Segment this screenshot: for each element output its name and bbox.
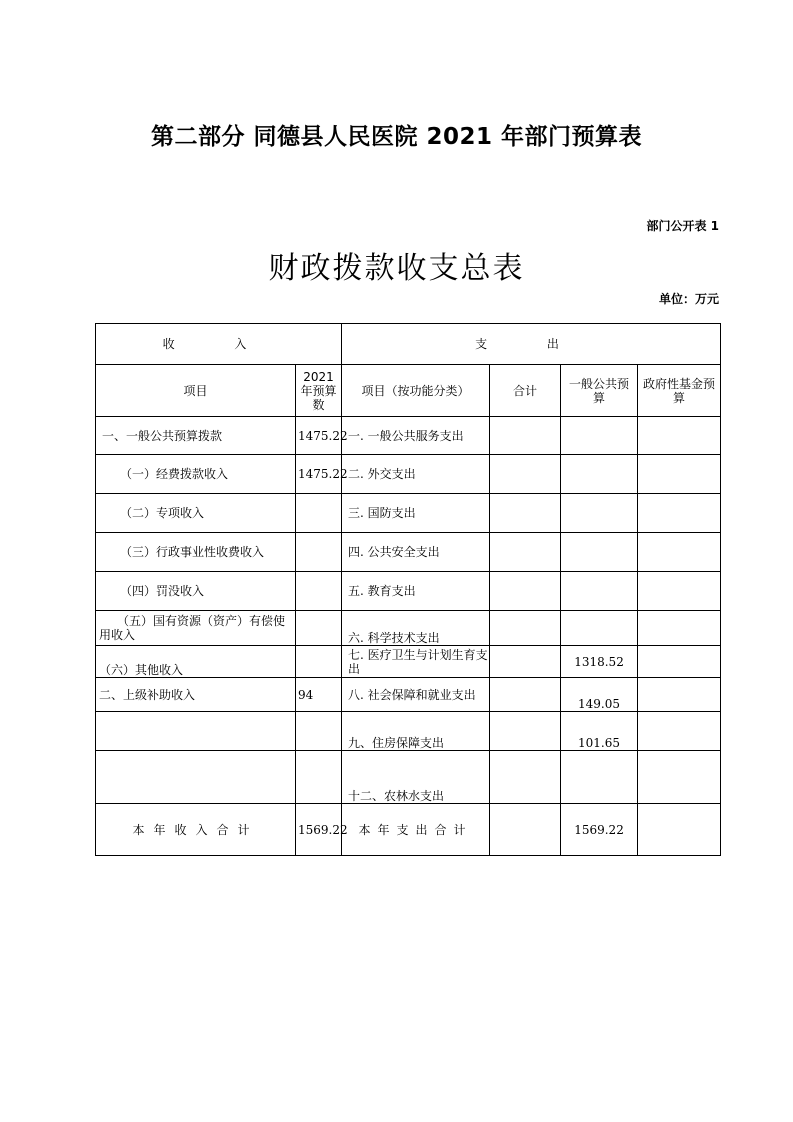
income-item: （三）行政事业性收费收入 bbox=[96, 533, 296, 572]
income-item: 二、上级补助收入 bbox=[96, 678, 296, 712]
fund-budget-value bbox=[638, 533, 721, 572]
expense-item: 七. 医疗卫生与计划生育支出 bbox=[342, 646, 490, 678]
budget-table bbox=[95, 323, 721, 856]
fund-budget-value bbox=[638, 712, 721, 751]
table-row bbox=[96, 455, 721, 494]
income-item: （四）罚没收入 bbox=[96, 572, 296, 611]
table-row bbox=[96, 417, 721, 455]
income-item: （一）经费拨款收入 bbox=[96, 455, 296, 494]
general-budget-value bbox=[561, 611, 638, 646]
income-item-header: 项目 bbox=[96, 365, 296, 417]
general-budget-value bbox=[561, 572, 638, 611]
income-total-amount: 1569.22 bbox=[296, 804, 342, 856]
income-total-label: 本年收入合计 bbox=[96, 804, 296, 856]
income-amount bbox=[296, 533, 342, 572]
general-budget-value: 149.05 bbox=[561, 678, 638, 712]
column-header-row bbox=[96, 365, 721, 417]
general-budget-header: 一般公共预算 bbox=[561, 365, 638, 417]
income-amount bbox=[296, 712, 342, 751]
expense-item: 三. 国防支出 bbox=[342, 494, 490, 533]
table-row bbox=[96, 611, 721, 646]
income-amount-header: 2021 年预算数 bbox=[296, 365, 342, 417]
expense-total bbox=[490, 751, 561, 804]
total-header: 合计 bbox=[490, 365, 561, 417]
expense-item: 一. 一般公共服务支出 bbox=[342, 417, 490, 455]
fund-budget-value bbox=[638, 572, 721, 611]
income-amount: 1475.22 bbox=[296, 455, 342, 494]
expense-total bbox=[490, 712, 561, 751]
fund-budget-value bbox=[638, 494, 721, 533]
expense-item: 二. 外交支出 bbox=[342, 455, 490, 494]
fund-budget-value bbox=[638, 646, 721, 678]
table-row bbox=[96, 494, 721, 533]
general-budget-value bbox=[561, 494, 638, 533]
income-amount bbox=[296, 572, 342, 611]
expense-item: 九、住房保障支出 bbox=[342, 712, 490, 751]
expense-total-amount bbox=[490, 804, 561, 856]
expense-total bbox=[490, 572, 561, 611]
expense-item-header: 项目（按功能分类） bbox=[342, 365, 490, 417]
group-header-row bbox=[96, 324, 721, 365]
part-title: 第二部分 同德县人民医院 2021 年部门预算表 bbox=[150, 124, 643, 150]
expense-total bbox=[490, 646, 561, 678]
table-title: 财政拨款收支总表 bbox=[268, 251, 525, 286]
general-budget-value bbox=[561, 533, 638, 572]
fund-budget-header: 政府性基金预算 bbox=[638, 365, 721, 417]
expense-group-header: 支 出 bbox=[342, 324, 721, 365]
expense-total bbox=[490, 455, 561, 494]
table-row bbox=[96, 533, 721, 572]
expense-total bbox=[490, 494, 561, 533]
income-amount bbox=[296, 646, 342, 678]
fund-budget-value bbox=[638, 455, 721, 494]
expense-total bbox=[490, 611, 561, 646]
income-item: 一、一般公共预算拨款 bbox=[96, 417, 296, 455]
general-budget-value: 1318.52 bbox=[561, 646, 638, 678]
table-number: 部门公开表 1 bbox=[646, 219, 719, 233]
income-item bbox=[96, 751, 296, 804]
fund-budget-value bbox=[638, 751, 721, 804]
income-item: （六）其他收入 bbox=[96, 646, 296, 678]
fund-budget-value bbox=[638, 611, 721, 646]
expense-item: 五. 教育支出 bbox=[342, 572, 490, 611]
income-amount bbox=[296, 611, 342, 646]
expense-item: 四. 公共安全支出 bbox=[342, 533, 490, 572]
general-budget-value bbox=[561, 455, 638, 494]
income-amount: 1475.22 bbox=[296, 417, 342, 455]
income-group-header: 收 入 bbox=[96, 324, 342, 365]
general-budget-value bbox=[561, 417, 638, 455]
table-row bbox=[96, 712, 721, 751]
income-amount: 94 bbox=[296, 678, 342, 712]
income-item: （五）国有资源（资产）有偿使用收入 bbox=[96, 611, 296, 646]
fund-budget-value bbox=[638, 417, 721, 455]
totals-row bbox=[96, 804, 721, 856]
income-item: （二）专项收入 bbox=[96, 494, 296, 533]
table-row bbox=[96, 751, 721, 804]
fund-budget-total bbox=[638, 804, 721, 856]
general-budget-total: 1569.22 bbox=[561, 804, 638, 856]
expense-total bbox=[490, 533, 561, 572]
unit-label: 单位：万元 bbox=[658, 292, 719, 306]
table-row bbox=[96, 646, 721, 678]
general-budget-value bbox=[561, 751, 638, 804]
table-row bbox=[96, 572, 721, 611]
income-item bbox=[96, 712, 296, 751]
fund-budget-value bbox=[638, 678, 721, 712]
expense-item: 八. 社会保障和就业支出 bbox=[342, 678, 490, 712]
expense-item: 六. 科学技术支出 bbox=[342, 611, 490, 646]
general-budget-value: 101.65 bbox=[561, 712, 638, 751]
income-amount bbox=[296, 494, 342, 533]
income-amount bbox=[296, 751, 342, 804]
expense-item: 十二、农林水支出 bbox=[342, 751, 490, 804]
expense-total bbox=[490, 678, 561, 712]
expense-total bbox=[490, 417, 561, 455]
table-row bbox=[96, 678, 721, 712]
expense-total-label: 本年支出合计 bbox=[342, 804, 490, 856]
